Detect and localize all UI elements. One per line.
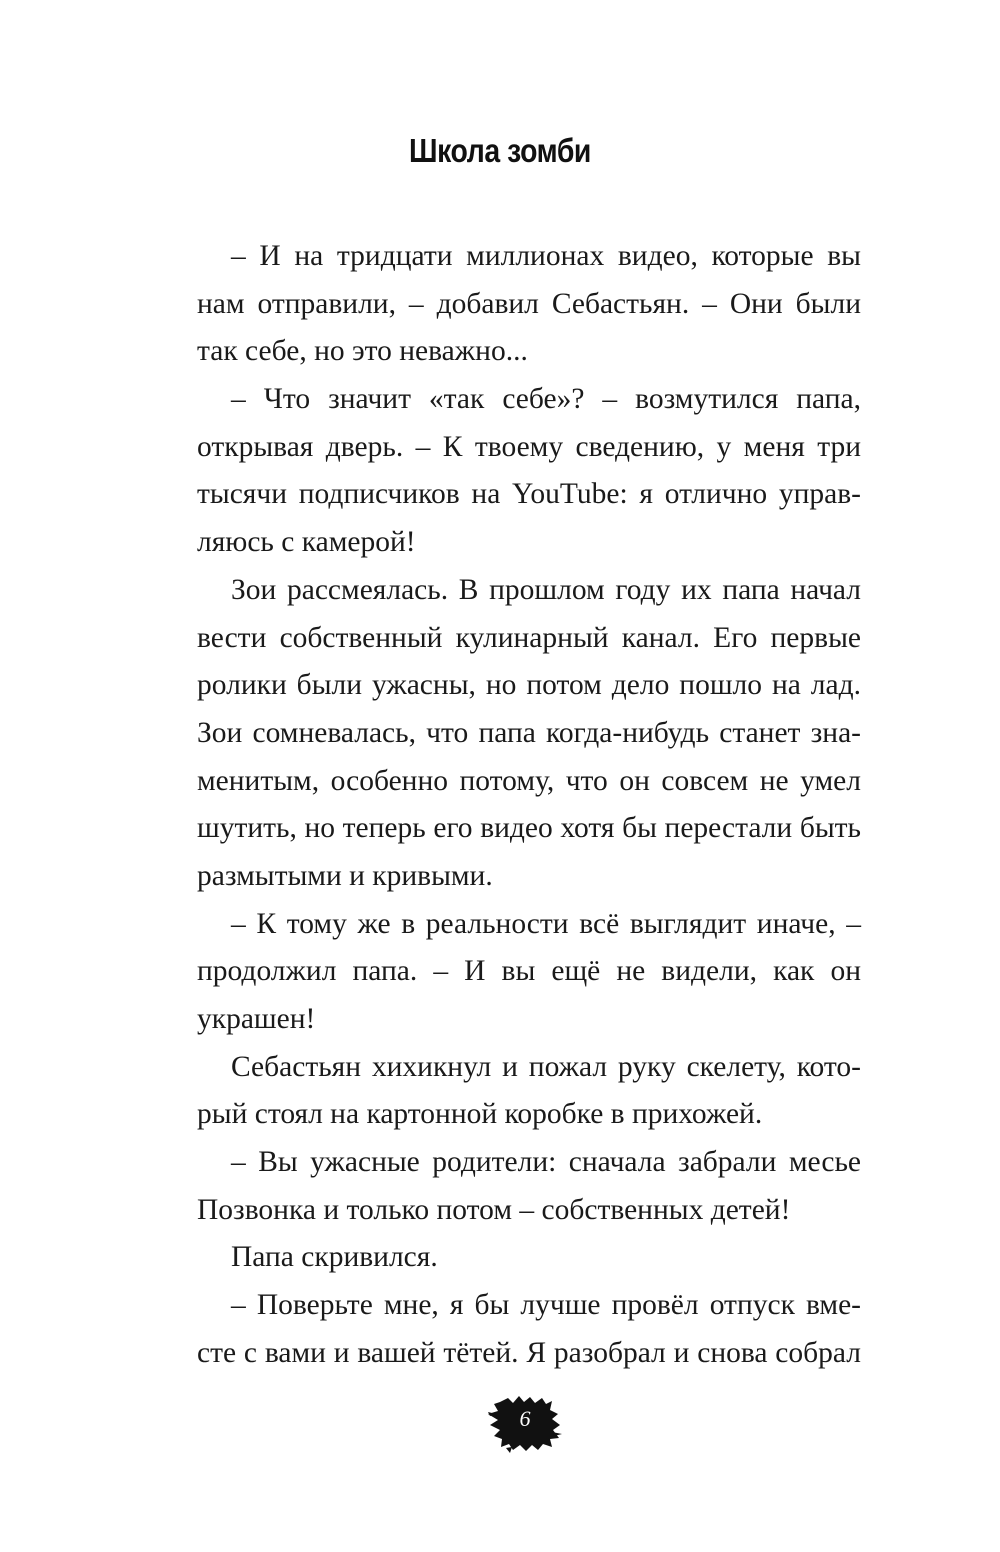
text-line: вести собственный кулинарный канал. Его первые: [197, 621, 861, 654]
text-line: Себастьян хихикнул и пожал руку скелету, кото-: [231, 1050, 861, 1083]
page-number-badge: [486, 1392, 564, 1454]
page-number: 6: [519, 1406, 531, 1431]
body-text: [197, 233, 861, 1378]
text-line: нам отправили, – добавил Себастьян. – Они были: [197, 287, 861, 320]
text-line: сте с вами и вашей тётей. Я разобрал и снова собрал: [197, 1336, 861, 1369]
text-line: ляюсь с камерой!: [197, 526, 416, 559]
text-line: украшен!: [197, 1003, 316, 1035]
running-head-title: Школа зомби: [409, 132, 591, 169]
text-line: шутить, но теперь его видео хотя бы перестали быть: [197, 812, 861, 845]
text-line: – И на тридцати миллионах видео, которые вы: [231, 240, 861, 272]
text-line: – Поверьте мне, я бы лучше провёл отпуск вме-: [231, 1289, 861, 1322]
text-line: размытыми и кривыми.: [197, 859, 493, 892]
text-line: – К тому же в реальности всё выглядит иначе, –: [231, 907, 861, 940]
text-line: Позвонка и только потом – собственных детей!: [197, 1193, 791, 1226]
text-line: Зои рассмеялась. В прошлом году их папа начал: [231, 573, 861, 606]
text-line: ролики были ужасны, но потом дело пошло на лад.: [197, 669, 861, 702]
text-line: – Что значит «так себе»? – возмутился папа,: [231, 383, 861, 416]
text-line: – Вы ужасные родители: сначала забрали месье: [231, 1146, 861, 1179]
text-line: открывая дверь. – К твоему сведению, у меня три: [197, 430, 861, 463]
text-line: менитым, особенно потому, что он совсем не умел: [197, 764, 861, 797]
text-line: так себе, но это неважно...: [197, 335, 528, 368]
text-line: Зои сомневалась, что папа когда-нибудь станет зна-: [197, 716, 861, 749]
text-line: рый стоял на картонной коробке в прихожей.: [197, 1098, 763, 1131]
text-line: Папа скривился.: [231, 1241, 438, 1274]
text-line: тысячи подписчиков на YouTube: я отлично управ-: [197, 478, 861, 511]
text-line: продолжил папа. – И вы ещё не видели, как он: [197, 955, 861, 988]
